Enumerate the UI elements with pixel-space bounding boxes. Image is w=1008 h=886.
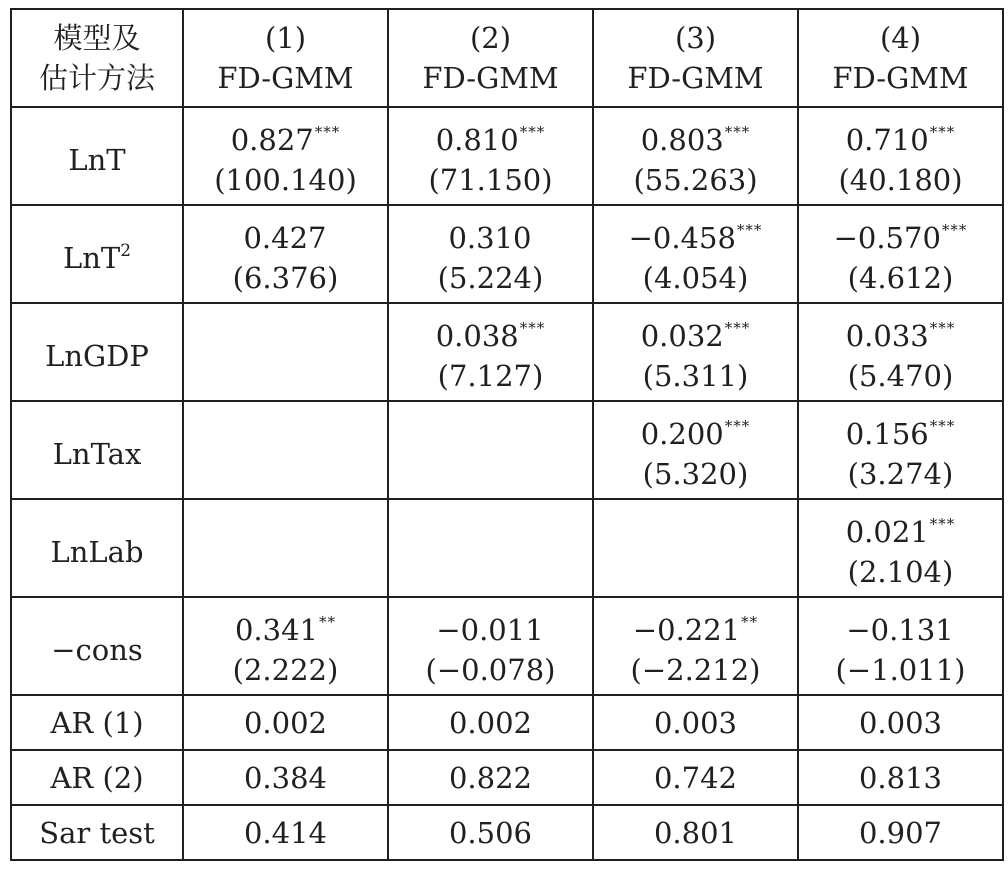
col-method: FD-GMM	[422, 61, 559, 95]
se: (7.127)	[437, 359, 544, 393]
header-col-2	[388, 9, 593, 107]
se: (2.104)	[847, 555, 954, 589]
se: (100.140)	[214, 163, 357, 197]
stars: ***	[724, 319, 751, 337]
row-cons	[11, 597, 1003, 695]
col-number: (3)	[674, 21, 717, 55]
cell: 0.003	[798, 695, 1003, 750]
cell	[798, 107, 1003, 205]
row-ar1	[11, 695, 1003, 750]
cell: 0.003	[593, 695, 798, 750]
row-lnt-squared	[11, 205, 1003, 303]
se: (5.470)	[847, 359, 954, 393]
se: (6.376)	[232, 261, 339, 295]
coef: −0.221	[632, 613, 741, 647]
stars: ***	[724, 123, 751, 141]
cell	[183, 401, 388, 499]
header-col-1	[183, 9, 388, 107]
stars: ***	[929, 123, 956, 141]
col-number: (2)	[469, 21, 512, 55]
se: (5.320)	[642, 457, 749, 491]
coef: 0.200	[640, 417, 724, 451]
se: (4.054)	[642, 261, 749, 295]
coef: 0.310	[448, 221, 532, 255]
header-row	[11, 9, 1003, 107]
stars: ***	[736, 221, 763, 239]
cell	[798, 401, 1003, 499]
se: (55.263)	[633, 163, 758, 197]
row-label: LnLab	[11, 499, 183, 597]
cell	[798, 597, 1003, 695]
stars: ***	[314, 123, 341, 141]
cell	[593, 205, 798, 303]
se: (−2.212)	[630, 653, 761, 687]
coef: 0.810	[435, 123, 519, 157]
coef: 0.341	[234, 613, 319, 647]
coef: −0.458	[628, 221, 736, 255]
row-label: AR (2)	[11, 750, 183, 805]
cell	[388, 107, 593, 205]
cell	[593, 401, 798, 499]
cell	[388, 401, 593, 499]
row-label: Sar test	[11, 805, 183, 860]
stars: ***	[929, 515, 956, 533]
cell	[183, 597, 388, 695]
stars: ***	[941, 221, 968, 239]
row-lnt	[11, 107, 1003, 205]
cell: 0.907	[798, 805, 1003, 860]
regression-results-table	[10, 8, 1004, 861]
se: (71.150)	[428, 163, 553, 197]
row-lntax	[11, 401, 1003, 499]
header-col-4	[798, 9, 1003, 107]
coef: 0.021	[845, 515, 929, 549]
header-label-line1: 模型及	[53, 21, 141, 55]
col-method: FD-GMM	[832, 61, 969, 95]
row-sar-test	[11, 805, 1003, 860]
se: (5.311)	[642, 359, 749, 393]
col-method: FD-GMM	[627, 61, 764, 95]
coef: 0.827	[230, 123, 314, 157]
se: (4.612)	[847, 261, 954, 295]
cell	[798, 205, 1003, 303]
se: (3.274)	[847, 457, 954, 491]
coef: 0.033	[845, 319, 929, 353]
cell: 0.506	[388, 805, 593, 860]
coef: −0.570	[833, 221, 941, 255]
cell: 0.742	[593, 750, 798, 805]
cell	[593, 499, 798, 597]
stars: **	[741, 613, 759, 631]
coef: 0.427	[243, 221, 327, 255]
coef: 0.038	[435, 319, 519, 353]
col-number: (1)	[264, 21, 307, 55]
row-label: LnT$^2$	[11, 205, 183, 303]
cell	[183, 107, 388, 205]
stars: ***	[724, 417, 751, 435]
cell	[388, 205, 593, 303]
cell: 0.822	[388, 750, 593, 805]
stars: ***	[929, 417, 956, 435]
cell	[388, 499, 593, 597]
row-ar2	[11, 750, 1003, 805]
stars: **	[319, 613, 337, 631]
coef: −0.131	[846, 613, 954, 647]
stars: ***	[519, 123, 546, 141]
cell	[183, 205, 388, 303]
row-label: LnT	[11, 107, 183, 205]
col-number: (4)	[879, 21, 922, 55]
cell: 0.384	[183, 750, 388, 805]
cell: 0.801	[593, 805, 798, 860]
superscript: 2	[120, 240, 132, 261]
stars: ***	[929, 319, 956, 337]
header-col-3	[593, 9, 798, 107]
se: (40.180)	[838, 163, 963, 197]
cell: 0.414	[183, 805, 388, 860]
cell	[388, 597, 593, 695]
coef: 0.803	[640, 123, 724, 157]
cell	[593, 107, 798, 205]
col-method: FD-GMM	[217, 61, 354, 95]
stars: ***	[519, 319, 546, 337]
coef: 0.156	[845, 417, 929, 451]
cell	[183, 499, 388, 597]
row-label: −cons	[11, 597, 183, 695]
cell	[798, 303, 1003, 401]
se: (−0.078)	[425, 653, 556, 687]
row-label: AR (1)	[11, 695, 183, 750]
cell	[798, 499, 1003, 597]
coef: 0.710	[845, 123, 929, 157]
cell: 0.002	[388, 695, 593, 750]
row-lnlab	[11, 499, 1003, 597]
coef: 0.032	[640, 319, 724, 353]
cell	[388, 303, 593, 401]
coef: −0.011	[436, 613, 544, 647]
cell: 0.002	[183, 695, 388, 750]
cell	[183, 303, 388, 401]
se: (5.224)	[437, 261, 544, 295]
row-label: LnTax	[11, 401, 183, 499]
cell	[593, 303, 798, 401]
se: (−1.011)	[835, 653, 966, 687]
header-label-cell	[11, 9, 183, 107]
cell	[593, 597, 798, 695]
cell: 0.813	[798, 750, 1003, 805]
row-lngdp	[11, 303, 1003, 401]
se: (2.222)	[232, 653, 339, 687]
row-label: LnGDP	[11, 303, 183, 401]
header-label-line2: 估计方法	[38, 61, 155, 95]
